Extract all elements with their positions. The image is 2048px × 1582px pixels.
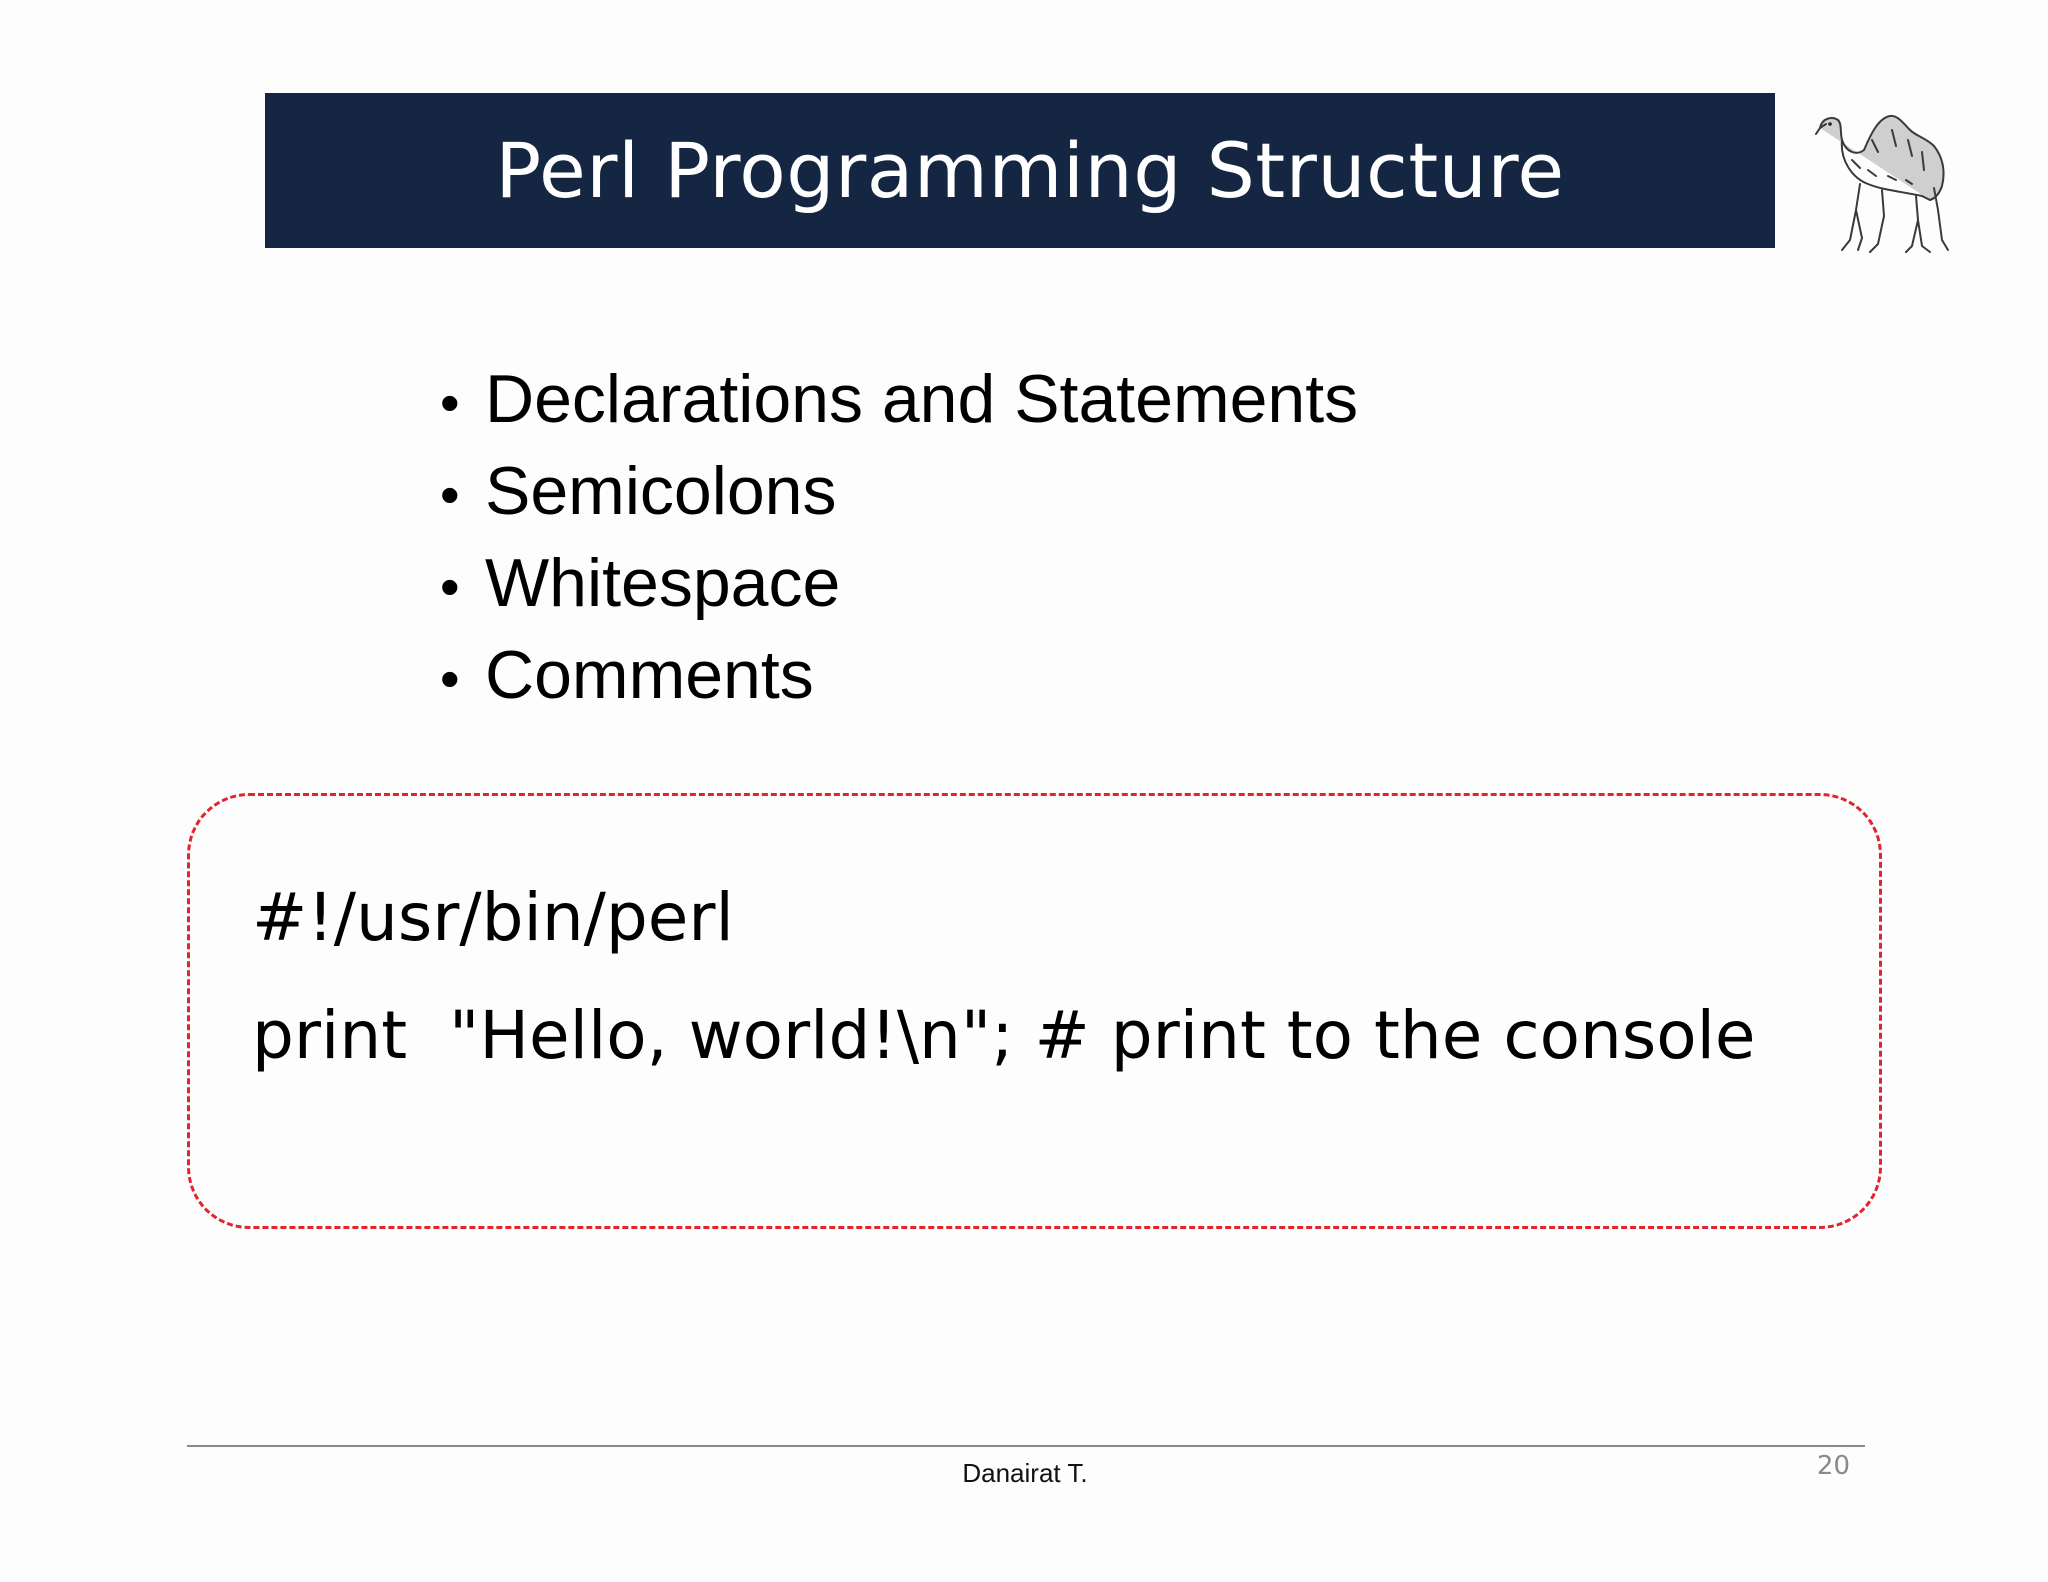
code-shebang-line: #!/usr/bin/perl	[252, 879, 734, 956]
footer-author: Danairat T.	[962, 1458, 1088, 1488]
list-item	[440, 631, 1358, 723]
list-item	[440, 447, 1358, 539]
slide-title: Perl Programming Structure	[495, 125, 1565, 215]
page-number: 20	[1816, 1451, 1850, 1481]
bullet-list	[440, 355, 1358, 723]
list-item	[440, 539, 1358, 631]
title-banner	[265, 93, 1775, 248]
bullet-symbol: •	[440, 463, 460, 526]
list-item	[440, 355, 1358, 447]
code-print-line: print "Hello, world!\n"; # print to the console	[252, 997, 1756, 1074]
bullet-symbol: •	[440, 555, 460, 618]
camel-icon	[1812, 100, 1952, 255]
footer-divider	[187, 1445, 1865, 1447]
bullet-text: Declarations and Statements	[485, 361, 1359, 437]
bullet-text: Semicolons	[485, 453, 837, 529]
bullet-symbol: •	[440, 371, 460, 434]
bullet-symbol: •	[440, 647, 460, 710]
bullet-text: Comments	[485, 637, 814, 713]
bullet-text: Whitespace	[485, 545, 841, 621]
